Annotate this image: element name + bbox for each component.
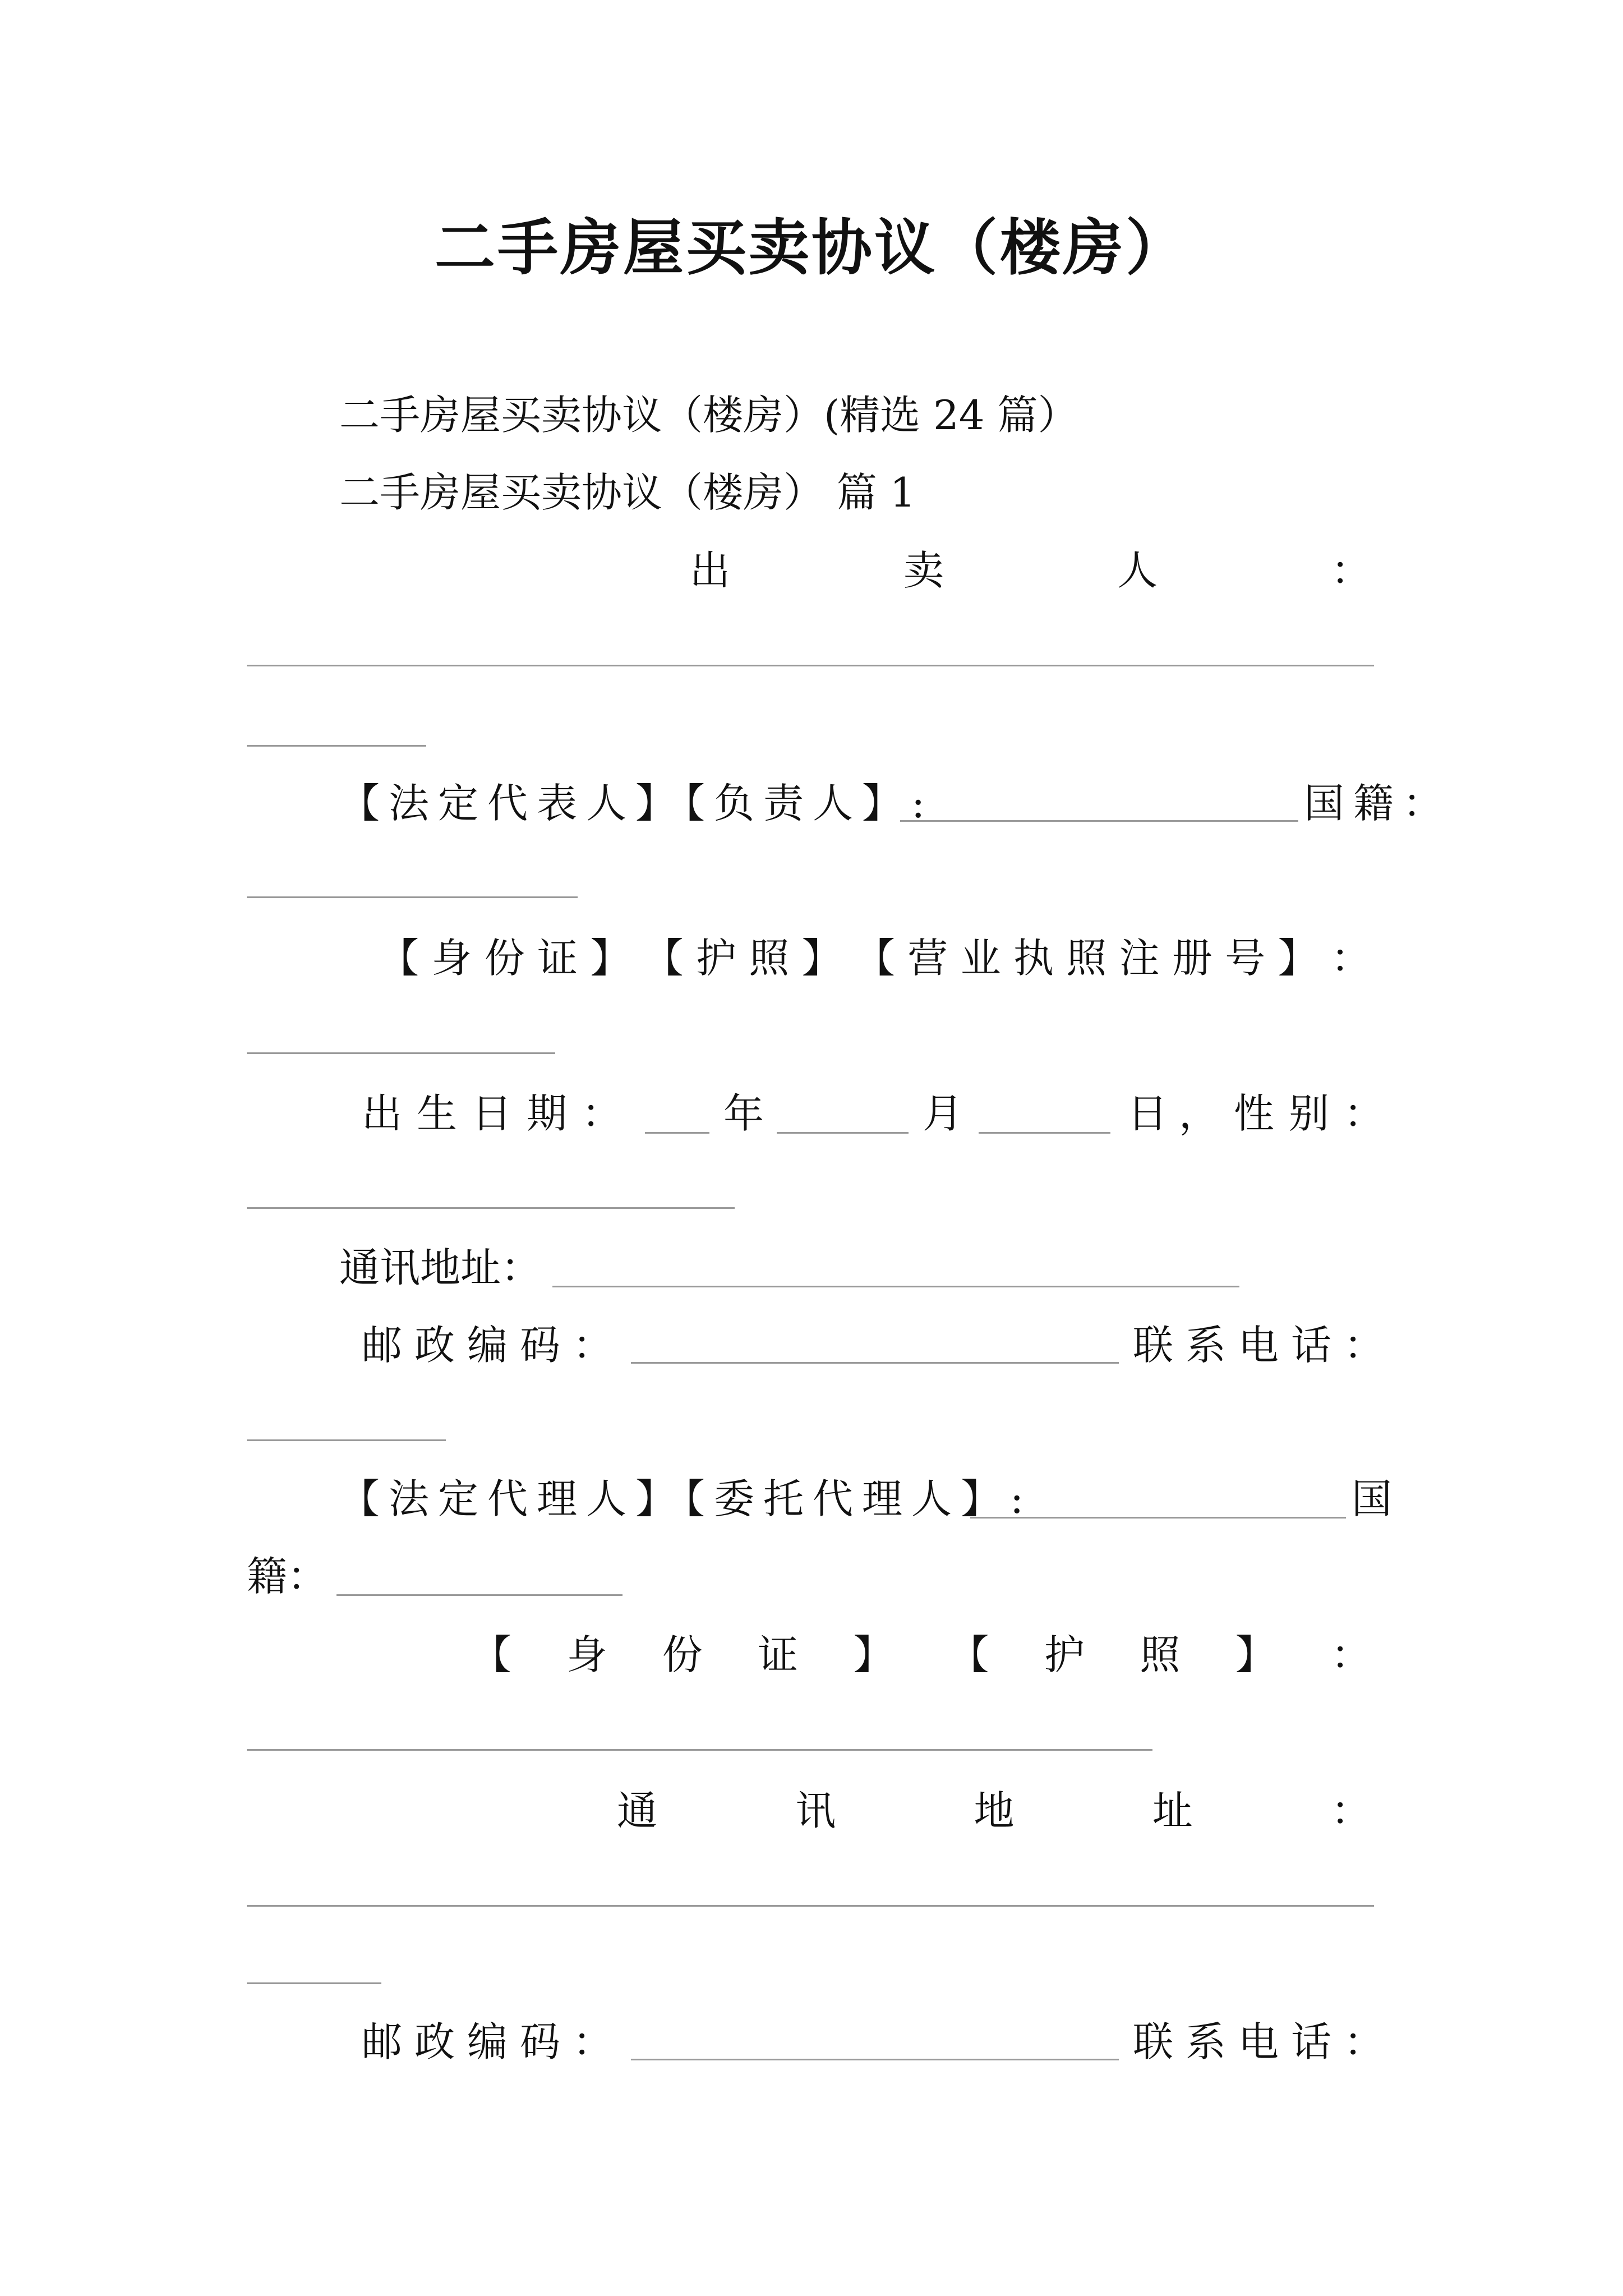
year-label: 年: [723, 1090, 764, 1137]
id-document-label-char: 【: [854, 935, 895, 982]
agent-address-blank-cont[interactable]: [247, 1982, 381, 1984]
id-document-label-char: 身: [431, 935, 472, 982]
legal-representative-blank[interactable]: [900, 820, 1298, 822]
id-document-label-char: 【: [643, 935, 684, 982]
agent-postal-code-label: 邮政编码：: [362, 2018, 626, 2065]
agent-phone-label: 联系电话：: [1133, 2018, 1397, 2065]
nationality-blank[interactable]: [247, 896, 578, 898]
id-document-label-char: 】: [1278, 935, 1318, 982]
subtitle-collection: 二手房屋买卖协议（楼房）(精选 24 篇）: [339, 392, 1078, 439]
agent-id-label-char: 护: [1044, 1631, 1085, 1678]
agent-blank[interactable]: [970, 1517, 1346, 1519]
postal-code-blank[interactable]: [631, 1362, 1119, 1364]
legal-representative-label: 【法定代表人】【负责人】:: [339, 780, 934, 827]
seller-label: [690, 548, 1371, 593]
id-document-label-char: 册: [1172, 935, 1212, 982]
seller-blank-line-cont[interactable]: [247, 745, 426, 747]
id-document-label-char: 照: [749, 935, 790, 982]
id-document-label-char: 】: [590, 935, 631, 982]
id-document-label-char: 照: [1066, 935, 1107, 982]
agent-address-label-char: 址: [1152, 1787, 1193, 1834]
agent-address-label: [617, 1788, 1371, 1833]
phone-label: 联系电话：: [1133, 1322, 1397, 1369]
seller-label-char: ：: [1330, 547, 1371, 594]
seller-label-char: 出: [690, 547, 731, 594]
agent-address-blank[interactable]: [247, 1905, 1374, 1907]
id-document-label: [379, 936, 1371, 981]
id-document-label-char: 号: [1225, 935, 1266, 982]
nationality-label: 国籍：: [1304, 780, 1453, 827]
birth-day-blank[interactable]: [979, 1132, 1110, 1134]
seller-label-char: 卖: [903, 547, 944, 594]
agent-id-label-char: 】: [1235, 1631, 1276, 1678]
postal-code-label: 邮政编码：: [362, 1322, 626, 1369]
id-document-label-char: 注: [1119, 935, 1160, 982]
id-document-label-char: 】: [801, 935, 842, 982]
agent-id-label-char: 证: [757, 1631, 798, 1678]
agent-postal-code-blank[interactable]: [631, 2059, 1119, 2060]
subtitle-part-1: 二手房屋买卖协议（楼房） 篇 1: [339, 469, 916, 516]
agent-id-label: [471, 1632, 1371, 1677]
id-document-blank[interactable]: [247, 1052, 555, 1054]
agent-id-label-char: 】: [853, 1631, 894, 1678]
id-document-label-char: 执: [1013, 935, 1054, 982]
id-document-label-char: 份: [484, 935, 525, 982]
agent-id-blank[interactable]: [247, 1749, 1152, 1751]
day-label: 日，: [1127, 1090, 1231, 1137]
seller-label-char: 人: [1117, 547, 1158, 594]
birth-year-blank[interactable]: [645, 1132, 709, 1134]
id-document-label-char: 证: [537, 935, 578, 982]
agent-nationality-label-part2: 籍：: [247, 1553, 328, 1600]
agent-id-label-char: 身: [566, 1631, 607, 1678]
agent-label: 【法定代理人】【委托代理人】:: [339, 1475, 1033, 1522]
gender-blank[interactable]: [247, 1207, 735, 1209]
id-document-label-char: 业: [960, 935, 1001, 982]
id-document-label-char: 护: [695, 935, 736, 982]
birth-month-blank[interactable]: [777, 1132, 909, 1134]
agent-id-label-char: 照: [1140, 1631, 1181, 1678]
id-document-label-char: 营: [907, 935, 948, 982]
month-label: 月: [923, 1090, 963, 1137]
gender-label: 性别：: [1234, 1090, 1399, 1137]
agent-id-label-char: 份: [662, 1631, 703, 1678]
id-document-label-char: ：: [1330, 935, 1371, 982]
address-blank[interactable]: [552, 1286, 1239, 1287]
agent-address-label-char: 讯: [795, 1787, 836, 1834]
agent-id-label-char: 【: [471, 1631, 512, 1678]
agent-address-label-char: 通: [617, 1787, 658, 1834]
id-document-label-char: 【: [379, 935, 419, 982]
agent-id-label-char: 【: [948, 1631, 989, 1678]
agent-nationality-label-part1: 国: [1352, 1475, 1393, 1522]
agent-address-label-char: 地: [974, 1787, 1015, 1834]
agent-id-label-char: ：: [1330, 1631, 1371, 1678]
birth-date-label: 出生日期：: [362, 1090, 637, 1137]
phone-blank[interactable]: [247, 1439, 446, 1441]
document-title: 二手房屋买卖协议（楼房）: [434, 213, 1188, 283]
agent-nationality-blank[interactable]: [336, 1594, 623, 1596]
agent-address-label-char: ：: [1330, 1787, 1371, 1834]
seller-blank-line[interactable]: [247, 665, 1374, 666]
address-label: 通讯地址：: [339, 1244, 542, 1291]
